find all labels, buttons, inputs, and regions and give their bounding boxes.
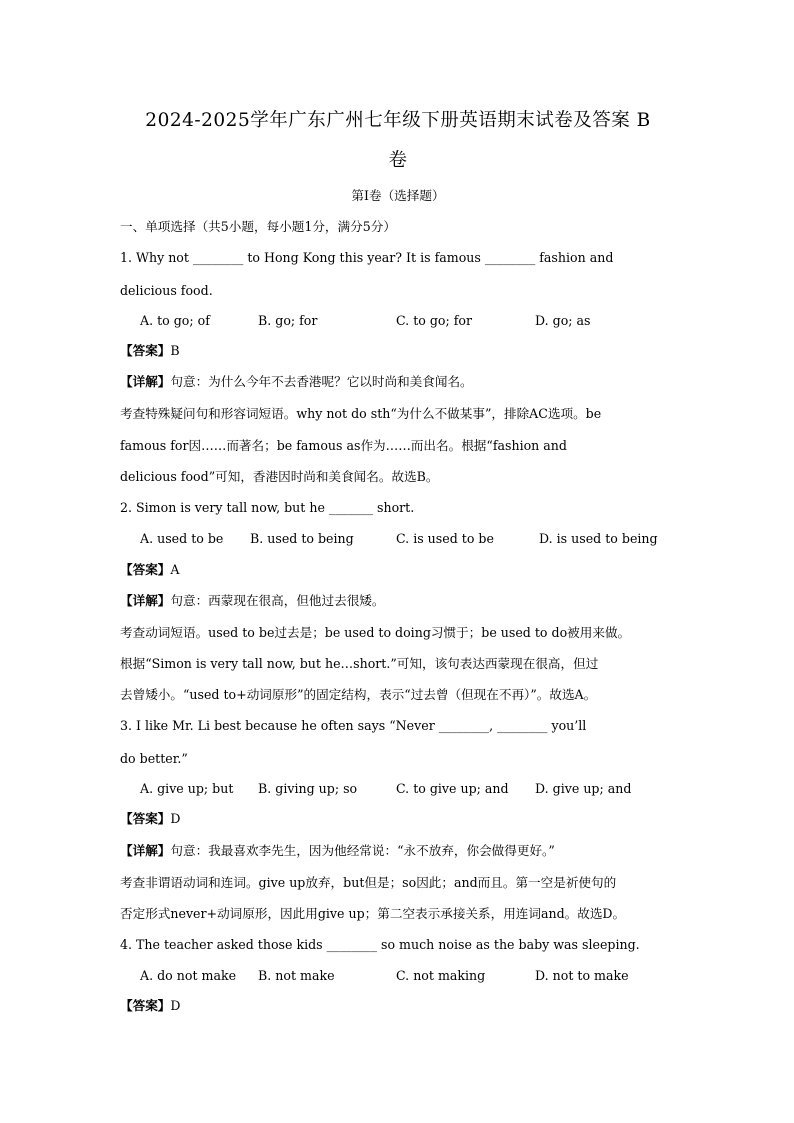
answer-tag: 【答案】 <box>120 998 171 1013</box>
part-subtitle: 第Ⅰ卷（选择题） <box>351 188 445 203</box>
question-2-option-a: A. used to be <box>140 531 224 546</box>
question-2-explain: 考查动词短语。used to be过去是；be used to doing习惯于；be used to do被用来做。 <box>120 625 631 640</box>
question-3-explain: 考查非谓语动词和连词。give up放弃，but但是；so因此；and而且。第一空是祈使句的 <box>120 875 617 890</box>
question-1-detail <box>120 374 690 390</box>
answer-tag: 【答案】 <box>120 811 171 826</box>
document-title-continued: 卷 <box>388 150 408 171</box>
question-4-stem: 4. The teacher asked those kids ________ so much noise as the baby was sleeping. <box>120 937 640 952</box>
question-2-answer <box>120 562 690 578</box>
question-2-option-b: B. used to being <box>250 531 354 546</box>
detail-text: 句意：西蒙现在很高，但他过去很矮。 <box>170 593 385 608</box>
question-1-option-c: C. to go; for <box>396 313 472 328</box>
question-1-explain: 考查特殊疑问句和形容词短语。why not do sth“为什么不做某事”，排除AC选项。be <box>120 406 602 421</box>
answer-value: A <box>170 562 180 577</box>
detail-text: 句意：为什么今年不去香港呢？它以时尚和美食闻名。 <box>170 374 473 389</box>
detail-tag: 【详解】 <box>120 843 171 858</box>
answer-value: B <box>170 343 180 358</box>
question-3-stem: 3. I like Mr. Li best because he often says “Never ________, ________ you’ll <box>120 718 587 733</box>
question-1-explain: delicious food”可知，香港因时尚和美食闻名。故选B。 <box>120 469 439 484</box>
question-4-option-b: B. not make <box>258 968 335 983</box>
section-heading: 一、单项选择（共5小题，每小题1分，满分5分） <box>120 219 396 234</box>
question-3-option-a: A. give up; but <box>140 781 234 796</box>
question-3-option-d: D. give up; and <box>535 781 632 796</box>
question-1-stem: 1. Why not ________ to Hong Kong this year? It is famous ________ fashion and <box>120 250 614 265</box>
question-1-stem-cont: delicious food. <box>120 283 213 298</box>
question-1-option-d: D. go; as <box>535 313 591 328</box>
question-1-option-a: A. to go; of <box>140 313 210 328</box>
question-2-detail <box>120 593 690 609</box>
question-2-option-c: C. is used to be <box>396 531 494 546</box>
answer-value: D <box>170 998 181 1013</box>
question-4-answer <box>120 998 690 1014</box>
question-2-option-d: D. is used to being <box>539 531 658 546</box>
detail-text: 句意：我最喜欢李先生，因为他经常说：“永不放弃，你会做得更好。” <box>170 843 555 858</box>
detail-tag: 【详解】 <box>120 593 171 608</box>
question-3-answer <box>120 811 690 827</box>
detail-tag: 【详解】 <box>120 374 171 389</box>
question-4-option-d: D. not to make <box>535 968 629 983</box>
question-3-option-b: B. giving up; so <box>258 781 358 796</box>
answer-tag: 【答案】 <box>120 562 171 577</box>
question-2-explain: 根据“Simon is very tall now, but he…short.”可知，该句表达西蒙现在很高，但过 <box>120 656 599 671</box>
question-2-explain: 去曾矮小。“used to+动词原形”的固定结构，表示“过去曾（但现在不再）”。故选A。 <box>120 687 597 702</box>
answer-tag: 【答案】 <box>120 343 171 358</box>
question-3-detail <box>120 843 690 859</box>
question-3-stem-cont: do better.” <box>120 751 188 766</box>
question-1-explain: famous for因……而著名；be famous as作为……而出名。根据“fashion and <box>120 438 567 453</box>
question-3-option-c: C. to give up; and <box>396 781 509 796</box>
question-1-option-b: B. go; for <box>258 313 318 328</box>
question-1-answer <box>120 343 690 359</box>
answer-value: D <box>170 811 181 826</box>
question-4-option-c: C. not making <box>396 968 486 983</box>
question-2-stem: 2. Simon is very tall now, but he _______ short. <box>120 500 415 515</box>
question-4-option-a: A. do not make <box>140 968 237 983</box>
document-title: 2024-2025学年广东广州七年级下册英语期末试卷及答案 B <box>145 110 651 131</box>
question-3-explain: 否定形式never+动词原形，因此用give up；第二空表示承接关系，用连词and。故选D。 <box>120 906 626 921</box>
